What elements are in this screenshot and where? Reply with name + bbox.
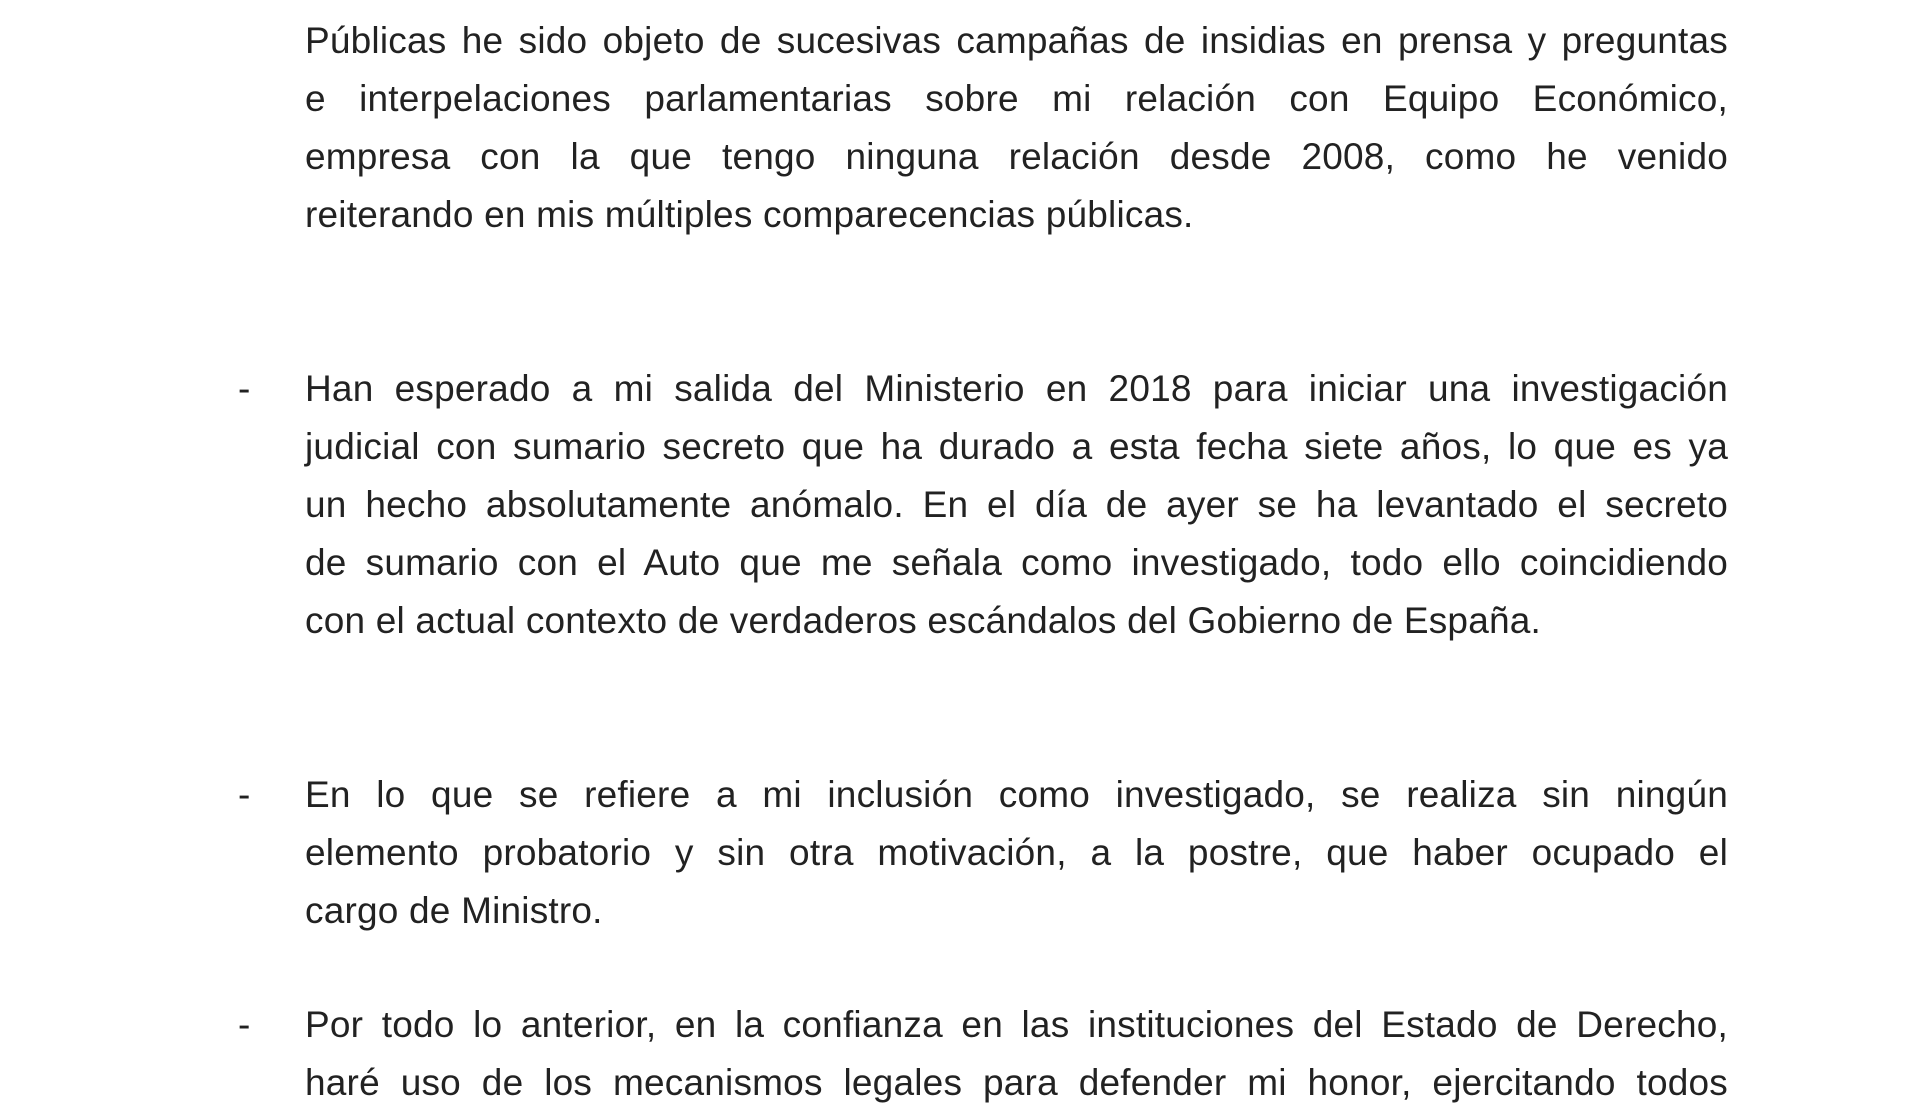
paragraph-2: [305, 360, 1728, 650]
paragraph-2-line-5: con el actual contexto de verdaderos escándalos del Gobierno de España.: [305, 600, 1542, 641]
paragraph-1-line-1: Públicas he sido objeto de sucesivas campañas de insidias en prensa y preguntas: [305, 20, 1728, 61]
paragraph-2-line-2: judicial con sumario secreto que ha durado a esta fecha siete años, lo que es ya: [305, 426, 1728, 467]
paragraph-4: [305, 996, 1728, 1112]
paragraph-4-line-1: Por todo lo anterior, en la confianza en las instituciones del Estado de Derecho,: [305, 1004, 1728, 1045]
paragraph-3-line-1: En lo que se refiere a mi inclusión como investigado, se realiza sin ningún: [305, 774, 1728, 815]
paragraph-1-line-4: reiterando en mis múltiples comparecencias públicas.: [305, 194, 1194, 235]
bullet-dash-2: -: [238, 368, 251, 409]
paragraph-3-line-2: elemento probatorio y sin otra motivación, a la postre, que haber ocupado el: [305, 832, 1728, 873]
paragraph-2-line-1: Han esperado a mi salida del Ministerio en 2018 para iniciar una investigación: [305, 368, 1728, 409]
paragraph-1-line-2: e interpelaciones parlamentarias sobre mi relación con Equipo Económico,: [305, 78, 1728, 119]
paragraph-4-line-2: haré uso de los mecanismos legales para defender mi honor, ejercitando todos: [305, 1062, 1728, 1103]
paragraph-2-line-4: de sumario con el Auto que me señala como investigado, todo ello coincidiendo: [305, 542, 1728, 583]
paragraph-1: [305, 12, 1728, 244]
paragraph-3-line-3: cargo de Ministro.: [305, 890, 603, 931]
paragraph-2-line-3: un hecho absolutamente anómalo. En el día de ayer se ha levantado el secreto: [305, 484, 1728, 525]
paragraph-3: [305, 766, 1728, 940]
bullet-dash-3: -: [238, 774, 251, 815]
paragraph-1-line-3: empresa con la que tengo ninguna relación desde 2008, como he venido: [305, 136, 1728, 177]
bullet-dash-4: -: [238, 1004, 251, 1045]
